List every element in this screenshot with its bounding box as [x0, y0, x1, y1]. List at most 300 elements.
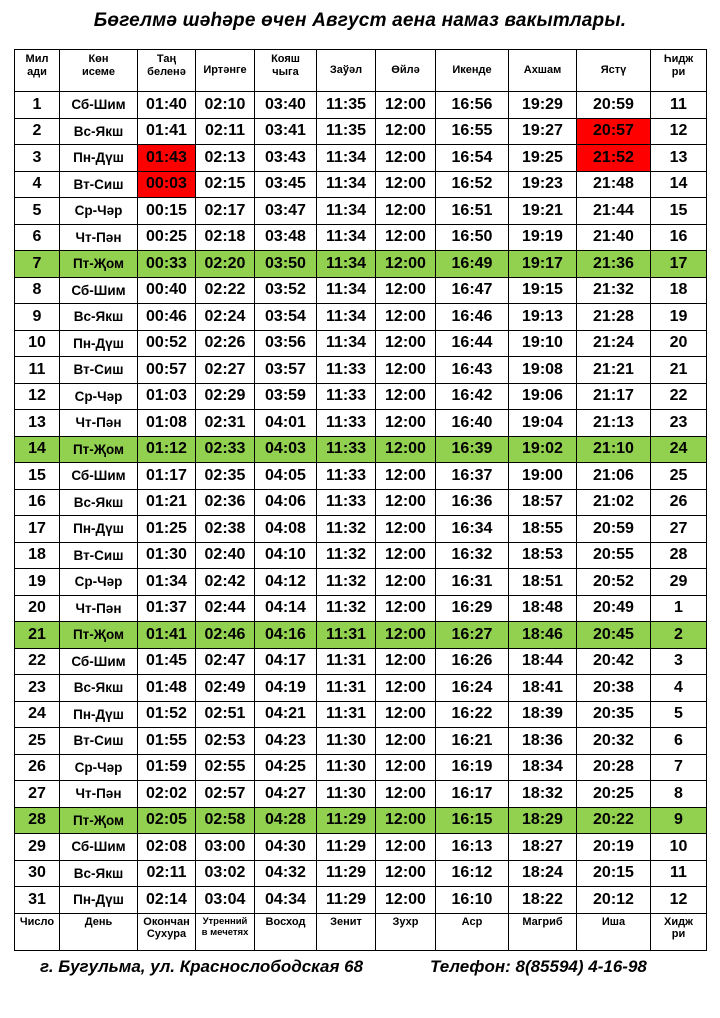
- time-cell: 00:46: [138, 304, 196, 331]
- time-cell: 02:14: [138, 887, 196, 914]
- time-cell: 02:35: [196, 463, 255, 490]
- time-cell: 18:41: [509, 675, 577, 702]
- col-header-6: [376, 50, 436, 92]
- table-row: [15, 357, 707, 384]
- time-cell: 02:53: [196, 728, 255, 755]
- col-footer-header-line1: Утренний: [202, 915, 248, 927]
- time-cell: 20:25: [577, 781, 651, 808]
- time-cell: 11:31: [317, 648, 376, 675]
- col-footer-header-0: [15, 913, 60, 950]
- col-header-line1: Мил: [25, 53, 49, 65]
- time-cell: 20:59: [577, 516, 651, 543]
- weekday-cell: Пт-Җом: [60, 251, 138, 278]
- time-cell: 12:00: [376, 304, 436, 331]
- time-cell: 16:44: [436, 330, 509, 357]
- time-cell: 00:40: [138, 277, 196, 304]
- time-cell: 16:21: [436, 728, 509, 755]
- time-cell: 11:34: [317, 277, 376, 304]
- time-cell: 03:54: [255, 304, 317, 331]
- date-cell: 16: [15, 489, 60, 516]
- time-cell: 16:24: [436, 675, 509, 702]
- time-cell: 18:39: [509, 701, 577, 728]
- time-cell: 04:17: [255, 648, 317, 675]
- weekday-cell: Сб-Шим: [60, 277, 138, 304]
- time-cell: 02:36: [196, 489, 255, 516]
- time-cell: 11:34: [317, 145, 376, 172]
- date-cell: 19: [15, 569, 60, 596]
- time-cell: 20:12: [577, 887, 651, 914]
- weekday-cell: Пн-Дүш: [60, 701, 138, 728]
- col-header-line1: Өйлә: [391, 64, 420, 76]
- weekday-cell: Вт-Сиш: [60, 542, 138, 569]
- weekday-cell: Вт-Сиш: [60, 171, 138, 198]
- col-footer-header-5: [317, 913, 376, 950]
- date-cell: 1: [15, 92, 60, 119]
- time-cell: 03:56: [255, 330, 317, 357]
- time-cell: 16:49: [436, 251, 509, 278]
- col-header-line1: Таң: [156, 53, 177, 65]
- weekday-cell: Пн-Дүш: [60, 887, 138, 914]
- time-cell: 20:42: [577, 648, 651, 675]
- time-cell: 03:04: [196, 887, 255, 914]
- time-cell: 11:32: [317, 516, 376, 543]
- time-cell: 01:17: [138, 463, 196, 490]
- col-header-line1: Иртәнге: [203, 64, 247, 76]
- hijri-cell: 29: [651, 569, 707, 596]
- time-cell: 12:00: [376, 595, 436, 622]
- table-body: [15, 92, 707, 914]
- time-cell: 12:00: [376, 807, 436, 834]
- hijri-cell: 12: [651, 118, 707, 145]
- hijri-cell: 28: [651, 542, 707, 569]
- table-row: [15, 171, 707, 198]
- date-cell: 3: [15, 145, 60, 172]
- date-cell: 2: [15, 118, 60, 145]
- weekday-cell: Чт-Пән: [60, 595, 138, 622]
- time-cell: 18:32: [509, 781, 577, 808]
- time-cell: 04:05: [255, 463, 317, 490]
- time-cell: 02:18: [196, 224, 255, 251]
- date-cell: 21: [15, 622, 60, 649]
- time-cell: 02:15: [196, 171, 255, 198]
- date-cell: 8: [15, 277, 60, 304]
- time-cell: 16:56: [436, 92, 509, 119]
- time-cell: 11:32: [317, 542, 376, 569]
- time-cell: 16:42: [436, 383, 509, 410]
- col-footer-header-3: [196, 913, 255, 950]
- prayer-times-table: [14, 49, 707, 951]
- time-cell: 02:27: [196, 357, 255, 384]
- time-cell: 03:52: [255, 277, 317, 304]
- time-cell: 16:47: [436, 277, 509, 304]
- table-row: [15, 383, 707, 410]
- hijri-cell: 11: [651, 860, 707, 887]
- page-title: Бөгелмә шәһәре өчен Август аена намаз вакытлары.: [93, 10, 627, 31]
- time-cell: 20:22: [577, 807, 651, 834]
- time-cell: 02:22: [196, 277, 255, 304]
- weekday-cell: Сб-Шим: [60, 92, 138, 119]
- time-cell: 11:30: [317, 781, 376, 808]
- time-cell: 20:15: [577, 860, 651, 887]
- col-footer-header-line1: Зенит: [330, 915, 362, 928]
- col-header-line1: Ястү: [600, 64, 627, 76]
- table-row: [15, 198, 707, 225]
- time-cell: 16:27: [436, 622, 509, 649]
- time-cell: 16:39: [436, 436, 509, 463]
- time-cell: 11:34: [317, 171, 376, 198]
- time-cell: 00:03: [138, 171, 196, 198]
- weekday-cell: Ср-Чәр: [60, 754, 138, 781]
- time-cell: 03:43: [255, 145, 317, 172]
- time-cell: 02:08: [138, 834, 196, 861]
- table-row: [15, 887, 707, 914]
- time-cell: 16:12: [436, 860, 509, 887]
- col-header-line2: ади: [27, 66, 47, 78]
- date-cell: 6: [15, 224, 60, 251]
- time-cell: 21:52: [577, 145, 651, 172]
- col-footer-header-9: [577, 913, 651, 950]
- col-footer-header-4: [255, 913, 317, 950]
- address-text: г. Бугульма, ул. Краснослободская 68: [40, 957, 364, 976]
- time-cell: 02:17: [196, 198, 255, 225]
- date-cell: 11: [15, 357, 60, 384]
- time-cell: 02:20: [196, 251, 255, 278]
- hijri-cell: 27: [651, 516, 707, 543]
- time-cell: 16:29: [436, 595, 509, 622]
- time-cell: 20:35: [577, 701, 651, 728]
- table-row: [15, 516, 707, 543]
- time-cell: 19:04: [509, 410, 577, 437]
- time-cell: 12:00: [376, 489, 436, 516]
- table-row: [15, 595, 707, 622]
- time-cell: 12:00: [376, 92, 436, 119]
- date-cell: 22: [15, 648, 60, 675]
- time-cell: 18:29: [509, 807, 577, 834]
- time-cell: 21:32: [577, 277, 651, 304]
- time-cell: 16:10: [436, 887, 509, 914]
- table-row: [15, 489, 707, 516]
- col-footer-header-6: [376, 913, 436, 950]
- time-cell: 04:10: [255, 542, 317, 569]
- time-cell: 11:34: [317, 251, 376, 278]
- time-cell: 16:17: [436, 781, 509, 808]
- time-cell: 11:34: [317, 330, 376, 357]
- time-cell: 04:34: [255, 887, 317, 914]
- table-row: [15, 463, 707, 490]
- time-cell: 19:29: [509, 92, 577, 119]
- time-cell: 02:29: [196, 383, 255, 410]
- time-cell: 04:27: [255, 781, 317, 808]
- time-cell: 16:37: [436, 463, 509, 490]
- time-cell: 11:30: [317, 754, 376, 781]
- weekday-cell: Ср-Чәр: [60, 569, 138, 596]
- table-row: [15, 622, 707, 649]
- col-footer-header-line1: Восход: [265, 915, 306, 928]
- time-cell: 04:03: [255, 436, 317, 463]
- time-cell: 11:31: [317, 675, 376, 702]
- col-footer-header-line1: Аср: [461, 915, 483, 928]
- time-cell: 12:00: [376, 277, 436, 304]
- time-cell: 00:57: [138, 357, 196, 384]
- hijri-cell: 4: [651, 675, 707, 702]
- hijri-cell: 20: [651, 330, 707, 357]
- time-cell: 03:45: [255, 171, 317, 198]
- time-cell: 12:00: [376, 754, 436, 781]
- time-cell: 20:38: [577, 675, 651, 702]
- time-cell: 12:00: [376, 542, 436, 569]
- time-cell: 00:25: [138, 224, 196, 251]
- time-cell: 02:33: [196, 436, 255, 463]
- time-cell: 19:27: [509, 118, 577, 145]
- hijri-cell: 7: [651, 754, 707, 781]
- hijri-cell: 21: [651, 357, 707, 384]
- time-cell: 16:36: [436, 489, 509, 516]
- time-cell: 12:00: [376, 118, 436, 145]
- time-cell: 20:52: [577, 569, 651, 596]
- time-cell: 18:53: [509, 542, 577, 569]
- col-footer-header-line1: Окончан: [143, 915, 190, 928]
- weekday-cell: Ср-Чәр: [60, 383, 138, 410]
- time-cell: 01:12: [138, 436, 196, 463]
- col-header-2: [138, 50, 196, 92]
- time-cell: 12:00: [376, 357, 436, 384]
- time-cell: 11:29: [317, 887, 376, 914]
- time-cell: 04:06: [255, 489, 317, 516]
- time-cell: 19:06: [509, 383, 577, 410]
- weekday-cell: Вт-Сиш: [60, 728, 138, 755]
- time-cell: 12:00: [376, 622, 436, 649]
- time-cell: 01:41: [138, 622, 196, 649]
- time-cell: 04:30: [255, 834, 317, 861]
- time-cell: 11:35: [317, 92, 376, 119]
- hijri-cell: 9: [651, 807, 707, 834]
- col-footer-header-2: [138, 913, 196, 950]
- time-cell: 18:36: [509, 728, 577, 755]
- time-cell: 18:55: [509, 516, 577, 543]
- weekday-cell: Пт-Җом: [60, 807, 138, 834]
- col-footer-header-line2: ри: [671, 927, 686, 940]
- date-cell: 12: [15, 383, 60, 410]
- time-cell: 18:48: [509, 595, 577, 622]
- time-cell: 18:44: [509, 648, 577, 675]
- time-cell: 01:48: [138, 675, 196, 702]
- time-cell: 16:19: [436, 754, 509, 781]
- time-cell: 11:30: [317, 728, 376, 755]
- time-cell: 16:13: [436, 834, 509, 861]
- date-cell: 5: [15, 198, 60, 225]
- col-footer-header-line2: Сухура: [146, 927, 187, 940]
- time-cell: 16:52: [436, 171, 509, 198]
- weekday-cell: Вс-Якш: [60, 489, 138, 516]
- col-footer-header-line1: Зухр: [392, 915, 419, 928]
- col-header-1: [60, 50, 138, 92]
- time-cell: 02:13: [196, 145, 255, 172]
- time-cell: 11:31: [317, 701, 376, 728]
- weekday-cell: Сб-Шим: [60, 463, 138, 490]
- table-row: [15, 807, 707, 834]
- date-cell: 28: [15, 807, 60, 834]
- time-cell: 12:00: [376, 198, 436, 225]
- hijri-cell: 18: [651, 277, 707, 304]
- time-cell: 20:32: [577, 728, 651, 755]
- time-cell: 03:47: [255, 198, 317, 225]
- time-cell: 12:00: [376, 251, 436, 278]
- time-cell: 16:46: [436, 304, 509, 331]
- time-cell: 12:00: [376, 781, 436, 808]
- date-cell: 13: [15, 410, 60, 437]
- col-footer-header-line1: Хидж: [664, 915, 693, 928]
- col-header-line2: беленә: [147, 66, 186, 78]
- weekday-cell: Сб-Шим: [60, 834, 138, 861]
- table-row: [15, 410, 707, 437]
- time-cell: 03:41: [255, 118, 317, 145]
- date-cell: 30: [15, 860, 60, 887]
- time-cell: 16:26: [436, 648, 509, 675]
- hijri-cell: 24: [651, 436, 707, 463]
- date-cell: 18: [15, 542, 60, 569]
- time-cell: 02:26: [196, 330, 255, 357]
- phone-text: Телефон: 8(85594) 4-16-98: [430, 957, 647, 976]
- table-row: [15, 728, 707, 755]
- time-cell: 19:10: [509, 330, 577, 357]
- time-cell: 11:29: [317, 860, 376, 887]
- weekday-cell: Вс-Якш: [60, 860, 138, 887]
- time-cell: 01:30: [138, 542, 196, 569]
- hijri-cell: 12: [651, 887, 707, 914]
- hijri-cell: 13: [651, 145, 707, 172]
- time-cell: 01:21: [138, 489, 196, 516]
- time-cell: 04:28: [255, 807, 317, 834]
- time-cell: 02:40: [196, 542, 255, 569]
- table-row: [15, 251, 707, 278]
- time-cell: 21:13: [577, 410, 651, 437]
- date-cell: 10: [15, 330, 60, 357]
- time-cell: 16:22: [436, 701, 509, 728]
- time-cell: 04:16: [255, 622, 317, 649]
- table-row: [15, 860, 707, 887]
- time-cell: 03:50: [255, 251, 317, 278]
- col-header-4: [255, 50, 317, 92]
- table-row: [15, 118, 707, 145]
- time-cell: 19:15: [509, 277, 577, 304]
- table-row: [15, 145, 707, 172]
- time-cell: 21:24: [577, 330, 651, 357]
- time-cell: 04:01: [255, 410, 317, 437]
- time-cell: 19:21: [509, 198, 577, 225]
- time-cell: 12:00: [376, 675, 436, 702]
- time-cell: 04:08: [255, 516, 317, 543]
- col-footer-header-7: [436, 913, 509, 950]
- weekday-cell: Пн-Дүш: [60, 516, 138, 543]
- weekday-cell: Вс-Якш: [60, 118, 138, 145]
- time-cell: 21:48: [577, 171, 651, 198]
- col-footer-header-line2: в мечетях: [201, 926, 249, 938]
- time-cell: 21:21: [577, 357, 651, 384]
- time-cell: 19:17: [509, 251, 577, 278]
- hijri-cell: 22: [651, 383, 707, 410]
- weekday-cell: Пн-Дүш: [60, 330, 138, 357]
- time-cell: 18:51: [509, 569, 577, 596]
- col-header-7: [436, 50, 509, 92]
- time-cell: 19:13: [509, 304, 577, 331]
- time-cell: 12:00: [376, 383, 436, 410]
- date-cell: 17: [15, 516, 60, 543]
- time-cell: 04:23: [255, 728, 317, 755]
- time-cell: 03:00: [196, 834, 255, 861]
- date-cell: 31: [15, 887, 60, 914]
- col-header-line1: Һидж: [663, 53, 694, 65]
- time-cell: 02:44: [196, 595, 255, 622]
- time-cell: 21:28: [577, 304, 651, 331]
- weekday-cell: Пн-Дүш: [60, 145, 138, 172]
- time-cell: 18:24: [509, 860, 577, 887]
- time-cell: 16:31: [436, 569, 509, 596]
- time-cell: 00:52: [138, 330, 196, 357]
- weekday-cell: Вт-Сиш: [60, 357, 138, 384]
- table-header: [15, 50, 707, 92]
- time-cell: 21:06: [577, 463, 651, 490]
- time-cell: 16:43: [436, 357, 509, 384]
- date-cell: 14: [15, 436, 60, 463]
- table-row: [15, 834, 707, 861]
- time-cell: 01:59: [138, 754, 196, 781]
- table-footer-header: [15, 913, 707, 950]
- weekday-cell: Чт-Пән: [60, 410, 138, 437]
- time-cell: 21:36: [577, 251, 651, 278]
- time-cell: 02:38: [196, 516, 255, 543]
- time-cell: 18:22: [509, 887, 577, 914]
- time-cell: 04:21: [255, 701, 317, 728]
- time-cell: 20:28: [577, 754, 651, 781]
- time-cell: 12:00: [376, 410, 436, 437]
- time-cell: 01:45: [138, 648, 196, 675]
- time-cell: 04:32: [255, 860, 317, 887]
- time-cell: 16:40: [436, 410, 509, 437]
- table-row: [15, 330, 707, 357]
- col-header-line2: исеме: [81, 66, 116, 78]
- col-header-8: [509, 50, 577, 92]
- table-row: [15, 92, 707, 119]
- time-cell: 11:34: [317, 304, 376, 331]
- time-cell: 19:25: [509, 145, 577, 172]
- time-cell: 11:33: [317, 489, 376, 516]
- date-cell: 27: [15, 781, 60, 808]
- col-header-line1: Кояш: [271, 53, 300, 65]
- time-cell: 02:57: [196, 781, 255, 808]
- hijri-cell: 8: [651, 781, 707, 808]
- time-cell: 11:34: [317, 198, 376, 225]
- time-cell: 03:40: [255, 92, 317, 119]
- hijri-cell: 17: [651, 251, 707, 278]
- table-row: [15, 277, 707, 304]
- time-cell: 12:00: [376, 463, 436, 490]
- time-cell: 01:52: [138, 701, 196, 728]
- time-cell: 02:31: [196, 410, 255, 437]
- time-cell: 04:25: [255, 754, 317, 781]
- hijri-cell: 11: [651, 92, 707, 119]
- time-cell: 02:11: [196, 118, 255, 145]
- time-cell: 01:37: [138, 595, 196, 622]
- time-cell: 11:33: [317, 463, 376, 490]
- hijri-cell: 16: [651, 224, 707, 251]
- time-cell: 11:33: [317, 436, 376, 463]
- time-cell: 12:00: [376, 860, 436, 887]
- time-cell: 18:34: [509, 754, 577, 781]
- time-cell: 21:44: [577, 198, 651, 225]
- date-cell: 25: [15, 728, 60, 755]
- time-cell: 03:59: [255, 383, 317, 410]
- time-cell: 12:00: [376, 728, 436, 755]
